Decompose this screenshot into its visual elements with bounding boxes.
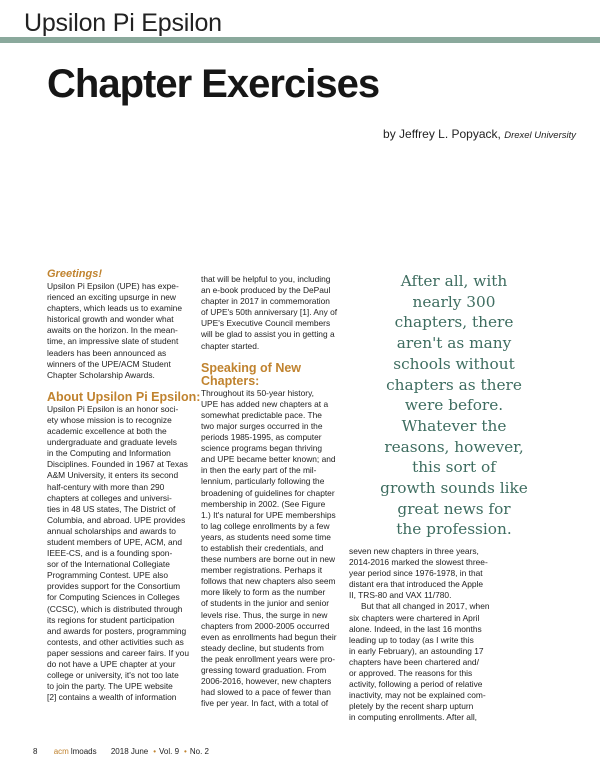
speaking-heading-line-1: Speaking of New [201, 360, 302, 375]
greetings-line: historical growth and wonder what [47, 314, 174, 325]
column-2 [201, 274, 347, 709]
speaking-line: 2006-2016, however, new chapters [201, 676, 332, 687]
pull-quote-line: schools without [393, 354, 515, 373]
speaking-line: follows that new chapters also seem [201, 576, 336, 587]
about-line: do not have a UPE chapter at your [47, 659, 176, 669]
speaking-line: the peak enrollment years were pro- [201, 653, 336, 664]
speaking-line: broadening of guidelines for chapter [201, 487, 335, 498]
issue-volume: Vol. 9 [159, 747, 180, 756]
col3-line: inactivity, may not be explained com- [349, 690, 486, 701]
about-line: Upsilon Pi Epsilon is an honor soci- [47, 403, 179, 414]
about-line: paper sessions and career fairs. If you [47, 647, 189, 658]
pull-quote-line: great news for [397, 499, 511, 518]
col3-line: seven new chapters in three years, [349, 546, 479, 556]
speaking-line: more likely to form as the number [201, 587, 326, 598]
about-line: undergraduate and graduate levels [47, 437, 177, 448]
pull-quote-line: the profession. [396, 520, 512, 539]
greetings-line: winners of the UPE/ACM Student [47, 358, 171, 369]
greetings-line: awaits on the horizon. In the mean- [47, 325, 178, 336]
speaking-line: membership in 2002. (See Figure [201, 498, 326, 509]
byline [383, 127, 576, 141]
col3-line: in computing enrollments. After all, [349, 712, 478, 723]
speaking-heading-line-2: Chapters: [201, 373, 260, 388]
magazine-name: lmoads [70, 747, 97, 756]
about-line: sor of the International Collegiate [47, 559, 170, 570]
about-line: in the Computing and Information [47, 448, 171, 459]
greetings-line: Chapter Scholarship Awards. [47, 369, 155, 380]
speaking-line: in then the early part of the mil- [201, 465, 317, 476]
about-line: A&M University, it enters its second [47, 470, 179, 481]
speaking-line: UPE has added new chapters at a [201, 398, 329, 409]
about-line: ties in 48 US states, The District of [47, 503, 176, 514]
speaking-line: to lag college enrollments by a few [201, 520, 330, 531]
intro-line: an e-book produced by the DePaul [201, 285, 331, 296]
intro-line: UPE's Executive Council members [201, 318, 331, 329]
speaking-paragraph [201, 388, 347, 710]
col3-line: chapters have been chartered and/ [349, 656, 479, 667]
speaking-line: member registrations. Perhaps it [201, 565, 323, 576]
col3-line: pletely by the recent sharp upturn [349, 701, 474, 712]
col3-line: or approved. The reasons for this [349, 668, 473, 679]
col3-paragraph-a [349, 546, 509, 601]
byline-affiliation: Drexel University [504, 130, 576, 141]
col3-line: six chapters were chartered in April [349, 612, 480, 623]
about-line: its regions for student participation [47, 614, 175, 625]
speaking-heading [201, 362, 347, 388]
speaking-line: 1.) It's natural for UPE memberships [201, 509, 336, 520]
pull-quote-line: chapters, there [394, 313, 514, 332]
footer-separator: • [184, 747, 187, 756]
issue-number: No. 2 [189, 747, 209, 756]
about-line: half-century with more than 290 [47, 481, 165, 492]
speaking-line: science programs began thriving [201, 443, 323, 454]
about-heading: About Upsilon Pi Epsilon: [47, 389, 201, 404]
speaking-line: and UPE became better known; and [201, 454, 336, 465]
about-line: ety whose mission is to recognize [47, 414, 172, 425]
byline-author: by Jeffrey L. Popyack, [383, 127, 501, 141]
about-paragraph [47, 404, 203, 704]
about-line: contests, and other activities such as [47, 636, 184, 647]
col3-line: distant era that introduced the Apple [349, 579, 484, 590]
page-number: 8 [33, 747, 38, 756]
col3-paragraph-b [349, 601, 509, 723]
column-3 [349, 546, 509, 724]
intro-line: that will be helpful to you, including [201, 274, 331, 284]
col3-line: But that all changed in 2017, when [361, 601, 490, 612]
col3-line: activity, following a period of relative [349, 679, 483, 690]
speaking-line: somewhat predictable pace. The [201, 409, 322, 420]
col3-line: in early February), an astounding 17 [349, 645, 484, 656]
about-line: to join the party. The UPE website [47, 681, 173, 692]
about-line: Programming Contest. UPE also [47, 570, 169, 581]
about-line: annual scholarships and awards to [47, 525, 176, 536]
pull-quote-line: were before. [404, 396, 504, 415]
pull-quote-line: reasons, however, [384, 437, 524, 456]
greetings-line: leaders has been announced as [47, 347, 167, 358]
speaking-line: to establish their credentials, and [201, 542, 324, 553]
speaking-line: even as enrollments had begun their [201, 631, 337, 642]
pull-quote [352, 271, 556, 540]
about-line: (CCSC), which is distributed through [47, 603, 183, 614]
intro-line: will be glad to assist you in getting a [201, 329, 335, 340]
pull-quote-line: aren't as many [396, 334, 512, 353]
footer-separator: • [153, 747, 157, 756]
pull-quote-line: this sort of [412, 458, 496, 477]
speaking-line: periods 1985-1995, as computer [201, 432, 322, 443]
speaking-line: two major surges occurred in the [201, 420, 323, 431]
column-1 [47, 268, 203, 703]
footer [33, 747, 211, 756]
acm-wordmark: acm [53, 747, 69, 756]
speaking-line: years, as students need some time [201, 531, 331, 542]
greetings-heading: Greetings! [47, 268, 103, 280]
about-line: [2] contains a wealth of information [47, 692, 177, 703]
col3-line: leading up to today (as I write this [349, 634, 474, 645]
issue-date: 2018 June [110, 747, 149, 756]
col3-line: alone. Indeed, in the last 16 months [349, 623, 482, 634]
about-line: for Computing Sciences in Colleges [47, 592, 180, 603]
speaking-line: Throughout its 50-year history, [201, 387, 314, 398]
pull-quote-line: chapters as there [386, 375, 522, 394]
header-rule [0, 37, 600, 43]
pull-quote-line: nearly 300 [412, 292, 496, 311]
about-line: provides support for the Consortium [47, 581, 181, 592]
speaking-line: of students in the junior and senior [201, 598, 330, 609]
speaking-line: steady decline, but students from [201, 642, 324, 653]
greetings-line: Upsilon Pi Epsilon (UPE) has expe- [47, 281, 179, 291]
brand-title: Upsilon Pi Epsilon [24, 9, 222, 37]
about-line: academic excellence at both the [47, 426, 167, 437]
greetings-line: time, an impressive slate of student [47, 336, 179, 347]
about-line: Columbia, and abroad. UPE provides [47, 514, 186, 525]
col3-line: year period since 1976-1978, in that [349, 568, 483, 579]
intro-line: chapter in 2017 in commemoration [201, 296, 330, 307]
speaking-line: lennium, particularly following the [201, 476, 325, 487]
greetings-paragraph [47, 281, 203, 381]
speaking-line: these numbers are borne out in new [201, 554, 336, 565]
intro-line: of UPE's 50th anniversary [1]. Any of [201, 307, 338, 318]
pull-quote-line: After all, with [400, 272, 508, 290]
about-line: IEEE-CS, and is a founding spon- [47, 548, 173, 559]
page-title: Chapter Exercises [47, 62, 380, 106]
about-line: and awards for posters, programming [47, 625, 187, 636]
greetings-line: chapters, which leads us to examine [47, 303, 183, 314]
speaking-line: five per year. In fact, with a total of [201, 698, 329, 709]
intro-paragraph [201, 274, 347, 352]
greetings-line: rienced an exciting upsurge in new [47, 292, 176, 303]
speaking-line: chapters from 2000-2005 occurred [201, 620, 330, 631]
speaking-line: had slowed to a pace of fewer than [201, 687, 331, 698]
about-line: college or university, it's not too late [47, 670, 179, 681]
speaking-line: gressing toward graduation. From [201, 665, 327, 675]
speaking-line: levels rise. Thus, the surge in new [201, 609, 328, 620]
about-line: chapters at colleges and universi- [47, 492, 172, 503]
intro-line: chapter started. [201, 340, 260, 351]
col3-line: II, TRS-80 and VAX 11/780. [349, 590, 452, 601]
pull-quote-line: growth sounds like [380, 479, 528, 498]
about-line: Disciplines. Founded in 1967 at Texas [47, 459, 188, 470]
pull-quote-line: Whatever the [401, 416, 507, 435]
about-line: student members of UPE, ACM, and [47, 536, 182, 547]
col3-line: 2014-2016 marked the slowest three- [349, 557, 488, 568]
